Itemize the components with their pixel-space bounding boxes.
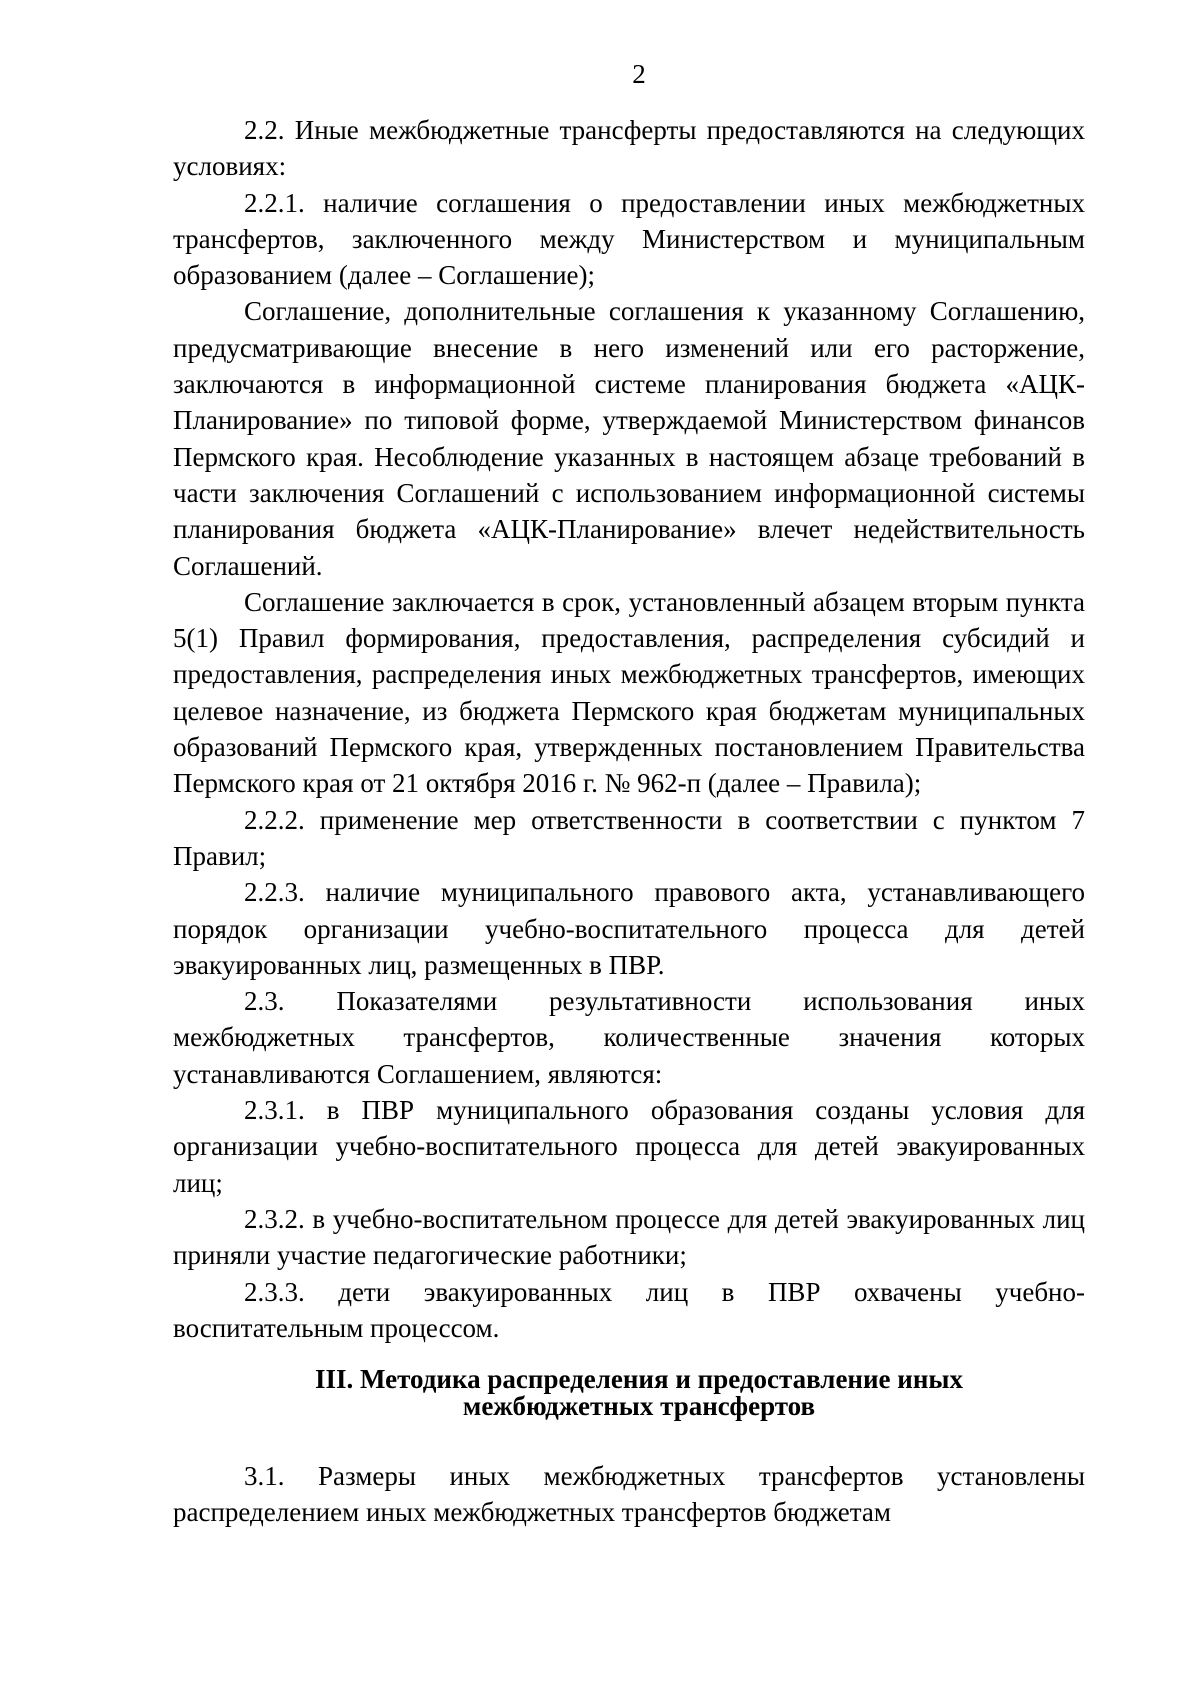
paragraph-2-2: 2.2. Иные межбюджетные трансферты предоставляются на следующих условиях: xyxy=(173,115,1085,182)
page-number: 2 xyxy=(632,59,646,89)
paragraph-2-2-1: 2.2.1. наличие соглашения о предоставлении иных межбюджетных трансфертов, заключенного между Министерством и муниципальным образованием (далее – Соглашение); xyxy=(173,187,1085,291)
paragraph-2-3-2: 2.3.2. в учебно-воспитательном процессе для детей эвакуированных лиц приняли участие педагогические работники; xyxy=(173,1203,1085,1271)
paragraph-2-3-3: 2.3.3. дети эвакуированных лиц в ПВР охвачены учебно-воспитательным процессом. xyxy=(173,1276,1085,1343)
section-heading-iii xyxy=(173,1366,1085,1420)
section-heading-line-1: III. Методика распределения и предоставление иных xyxy=(315,1364,963,1395)
paragraph-2-3-1: 2.3.1. в ПВР муниципального образования созданы условия для организации учебно-воспитательного процесса для детей эвакуированных лиц; xyxy=(173,1095,1085,1198)
paragraph-2-2-3: 2.2.3. наличие муниципального правового акта, устанавливающего порядок организации учебно-воспитательного процесса для детей эвакуированных лиц, размещенных в ПВР. xyxy=(173,877,1085,980)
paragraph-3-1: 3.1. Размеры иных межбюджетных трансфертов установлены распределением иных межбюджетных трансфертов бюджетам xyxy=(173,1461,1085,1528)
section-heading-line-2: межбюджетных трансфертов xyxy=(462,1391,816,1422)
paragraph-2-2-2: 2.2.2. применение мер ответственности в соответствии с пунктом 7 Правил; xyxy=(173,804,1085,871)
paragraph-agreement-term: Соглашение заключается в срок, установленный абзацем вторым пункта 5(1) Правил формирования, предоставления, распределения субсидий и предоставления, распределения иных межбюджетных трансфертов, имеющих целевое назначение, из бюджета Пермского края бюджетам муниципальных образований Пермского края, утвержденных постановлением Правительства Пермского края от 21 октября 2016 г. № 962-п (далее – Правила); xyxy=(173,586,1085,799)
paragraph-2-3: 2.3. Показателями результативности использования иных межбюджетных трансфертов, количественные значения которых устанавливаются Соглашением, являются: xyxy=(173,986,1085,1089)
paragraph-agreement-system: Соглашение, дополнительные соглашения к указанному Соглашению, предусматривающие внесение в него изменений или его расторжение, заключаются в информационной системе планирования бюджета «АЦК-Планирование» по типовой форме, утверждаемой Министерством финансов Пермского края. Несоблюдение указанных в настоящем абзаце требований в части заключения Соглашений с использованием информационной системы планирования бюджета «АЦК-Планирование» влечет недействительность Соглашений. xyxy=(173,296,1085,581)
